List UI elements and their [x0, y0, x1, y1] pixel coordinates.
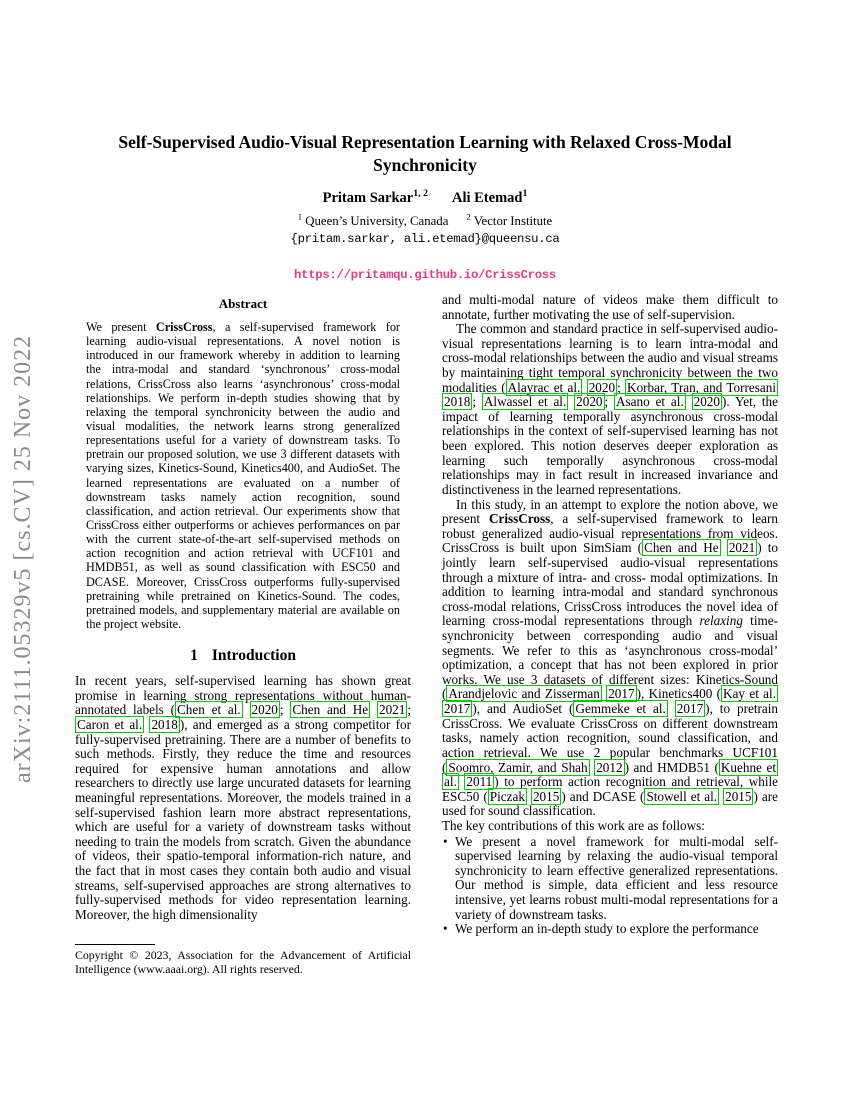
contributions-intro-line: The key contributions of this work are as follows:	[442, 817, 705, 833]
arxiv-margin-stamp: arXiv:2111.05329v5 [cs.CV] 25 Nov 2022	[10, 334, 36, 784]
copyright-footnote	[75, 944, 411, 977]
text-segment: ) to jointly learn self-supervised audio-visual representations through a mixture of intra- and cross- modal optimizations. In addition to learning intra-modal and standard synchronous cross-modal relations, CrissCross introduces the novel idea of learning cross-modal representations through	[442, 540, 778, 629]
author-2-affiliation-marks: 1	[522, 187, 528, 199]
text-segment: ), Kinetics400 (	[636, 686, 722, 702]
text-segment: The common and standard practice in self-supervised audio-visual representations learning is to learn intra-modal and cross-modal relationships between the audio and visual streams by maintaining tight temporal synchronicity between the two modalities (	[442, 321, 778, 395]
copyright-text: Copyright © 2023, Association for the Advancement of Artificial Intelligence (www.aaai.org). All rights reserved.	[75, 948, 411, 977]
citation-link[interactable]: Kuehne et al.	[444, 759, 776, 790]
citation-link[interactable]: 2015	[725, 788, 752, 804]
project-url-link[interactable]: https://pritamqu.github.io/CrissCross	[294, 267, 556, 282]
citation-link[interactable]: 2018	[444, 394, 471, 410]
intro-paragraph-right-3	[442, 498, 778, 819]
citation-link[interactable]: Alayrac et al.	[507, 379, 581, 395]
author-2-name: Ali Etemad	[451, 189, 523, 206]
intro-paragraph-right-1	[442, 293, 778, 322]
citation-link[interactable]: 2020	[251, 702, 278, 718]
right-column	[442, 293, 778, 937]
text-segment: We present	[86, 320, 156, 334]
section-number: 1	[190, 647, 198, 665]
text-segment: relaxing	[699, 613, 743, 629]
affiliation-2-mark: 2	[466, 211, 471, 222]
text-segment: We present a novel framework for multi-modal self-supervised learning by relaxing the audio-visual temporal synchronicity to learn effective generalized representations. Our method is simple, data efficient and less resource intensive, yet learns robust multi-modal representations for a variety of downstream tasks.	[455, 833, 778, 922]
citation-link[interactable]: 2015	[532, 788, 560, 804]
citation-link[interactable]: 2021	[728, 540, 756, 556]
citation-link[interactable]: Arandjelovic and Zisserman	[448, 686, 600, 702]
text-segment: ), and AudioSet (	[472, 701, 574, 717]
text-segment: ) and HMDB51 (	[624, 759, 719, 775]
citation-link[interactable]: Stowell et al.	[646, 788, 718, 804]
section-title: Introduction	[211, 647, 296, 665]
contribution-item-1	[442, 835, 778, 923]
text-segment	[721, 540, 727, 555]
authors-line	[0, 187, 850, 207]
text-segment: and multi-modal nature of videos make them difficult to annotate, further motivating the use of self-supervision.	[442, 292, 778, 322]
email-line: {pritam.sarkar, ali.etemad}@queensu.ca	[290, 231, 560, 246]
text-segment: ), and emerged as a strong competitor for fully-supervised pretraining. There are a number of benefits to such methods. Firstly, they reduce the time and resources required for expensive human annotations and allow researchers to directly use large uncurated datasets for learning meaningful representations. Moreover, the models trained in a self-supervised fashion learn more abstract representations, which are useful for a variety of downstream tasks without needing to train the models from scratch. Given the abundance of videos, their spatio-temporal information-rich nature, and the fact that in most cases they contain both audio and visual streams, self-supervised approaches are strong alternatives to fully-supervised methods for video representation learning. Moreover, the high dimensionality	[75, 716, 412, 922]
text-segment: ;	[604, 394, 615, 410]
citation-link[interactable]: 2017	[676, 701, 704, 717]
affiliation-1-name: Queen’s University, Canada	[302, 213, 449, 228]
citation-link[interactable]: 2018	[151, 716, 178, 732]
author-1-name: Pritam Sarkar	[322, 189, 414, 206]
citation-link[interactable]: Asano et al.	[616, 394, 684, 410]
text-segment: ) are used for sound classification.	[442, 788, 778, 819]
citation-link[interactable]: Soomro, Zamir, and Shah	[448, 759, 588, 775]
citation-link[interactable]: 2020	[588, 379, 616, 395]
citation-link[interactable]: Kay et al.	[723, 686, 776, 702]
affiliation-2-name: Vector Institute	[470, 213, 553, 228]
text-segment	[370, 702, 377, 717]
text-segment: CrissCross	[488, 511, 551, 527]
text-segment: ) to perform action recognition and retrieval, while ESC50 (	[442, 774, 779, 804]
citation-link[interactable]: Piczak	[489, 788, 525, 804]
text-segment: ). Yet, the impact of learning temporally asynchronous cross-modal relationships in the context of self-supervised learning has not been explored. This notion deserves deeper exploration as learning such temporally asynchronous cross-modal relationships may in fact result in increased invariance and distinctiveness in the learned representations.	[442, 394, 779, 497]
text-segment: ;	[617, 379, 626, 395]
abstract-heading: Abstract	[218, 296, 268, 311]
citation-link[interactable]: 2021	[378, 702, 406, 718]
citation-link[interactable]: Chen et al.	[176, 702, 241, 718]
author-1	[322, 187, 428, 206]
text-segment: CrissCross	[155, 320, 213, 334]
text-segment: In this study, in an attempt to explore the notion above, we present	[442, 496, 778, 527]
intro-paragraph-right-2	[442, 322, 778, 497]
citation-link[interactable]: Gemmeke et al.	[575, 701, 666, 717]
text-segment: ;	[279, 702, 291, 718]
footnote-rule	[75, 944, 155, 945]
text-segment: time-synchronicity between corresponding audio and visual segments. We refer to this as ‘asynchronous cross-modal’ optimization, a concept that has not been explored in prior works. We use 3 datasets of different sizes: Kinetics-Sound (	[442, 613, 778, 702]
affiliation-1-mark: 1	[297, 211, 303, 222]
text-segment	[243, 702, 250, 717]
abstract-text	[75, 320, 411, 631]
text-segment: ), to pretrain CrissCross. We evaluate CrissCross on different downstream tasks, namely action recognition, sound classification, and action retrieval. We use 2 popular benchmarks UCF101 (	[442, 701, 779, 775]
text-segment: ) and DCASE (	[561, 788, 645, 804]
citation-link[interactable]: 2017	[608, 686, 635, 702]
paper-header	[0, 131, 850, 283]
intro-paragraph-left	[75, 674, 411, 922]
two-column-body	[75, 293, 778, 937]
citation-link[interactable]: 2020	[693, 394, 720, 410]
contributions-list	[442, 835, 778, 937]
author-2	[451, 187, 528, 206]
affiliations-line	[0, 211, 850, 229]
author-1-affiliation-marks: 1, 2	[413, 187, 428, 199]
citation-link[interactable]: Caron et al.	[77, 716, 143, 732]
citation-link[interactable]: 2012	[596, 759, 623, 775]
text-segment: , a self-supervised framework to learn robust generalized audio-visual representations from videos. CrissCross is built upon SimSiam (	[442, 511, 778, 556]
citation-link[interactable]: 2020	[576, 394, 603, 410]
section-heading-introduction	[75, 647, 411, 665]
text-segment: ;	[472, 394, 482, 410]
contribution-item-2	[442, 922, 778, 937]
text-segment	[668, 701, 675, 716]
text-segment: ;	[407, 702, 412, 718]
text-segment	[686, 394, 692, 409]
text-segment: , a self-supervised framework for learning audio-visual representations. A novel notion is introduced in our framework whereby in addition to learning the intra-modal and standard ‘synchronous’ cross-modal relations, CrissCross also learns ‘asynchronous’ cross-modal relationships. We perform in-depth studies showing that by relaxing the temporal synchronicity between the audio and visual modalities, the network learns strong generalized representations useful for a variety of downstream tasks. To pretrain our proposed solution, we use 3 different datasets with varying sizes, Kinetics-Sound, Kinetics400, and AudioSet. The learned representations are evaluated on a number of downstream tasks namely action recognition, sound classification, and action retrieval. Our experiments show that CrissCross either outperforms or achieves performances on par with the current state-of-the-art self-supervised methods on action recognition and action retrieval with UCF101 and HMDB51, as well as sound classification with ESC50 and DCASE. Moreover, CrissCross outperforms fully-supervised pretraining while pretrained on Kinetics-Sound. The codes, pretrained models, and supplementary material are available on the project website.	[86, 320, 400, 631]
citation-link[interactable]: Korbar, Tran, and Torresani	[627, 379, 777, 395]
citation-link[interactable]: Chen and He	[292, 702, 369, 718]
text-segment: We perform an in-depth study to explore the performance	[455, 921, 759, 937]
text-segment: In recent years, self-supervised learning has shown great promise in learning strong representations without human-annotated labels (	[75, 673, 411, 718]
left-column	[75, 293, 411, 937]
citation-link[interactable]: 2011	[466, 774, 493, 790]
citation-link[interactable]: 2017	[444, 701, 471, 717]
paper-title: Self-Supervised Audio-Visual Representation Learning with Relaxed Cross-Modal Synchronicity	[118, 132, 732, 175]
citation-link[interactable]: Chen and He	[644, 540, 719, 556]
citation-link[interactable]: Alwassel et al.	[483, 394, 567, 410]
